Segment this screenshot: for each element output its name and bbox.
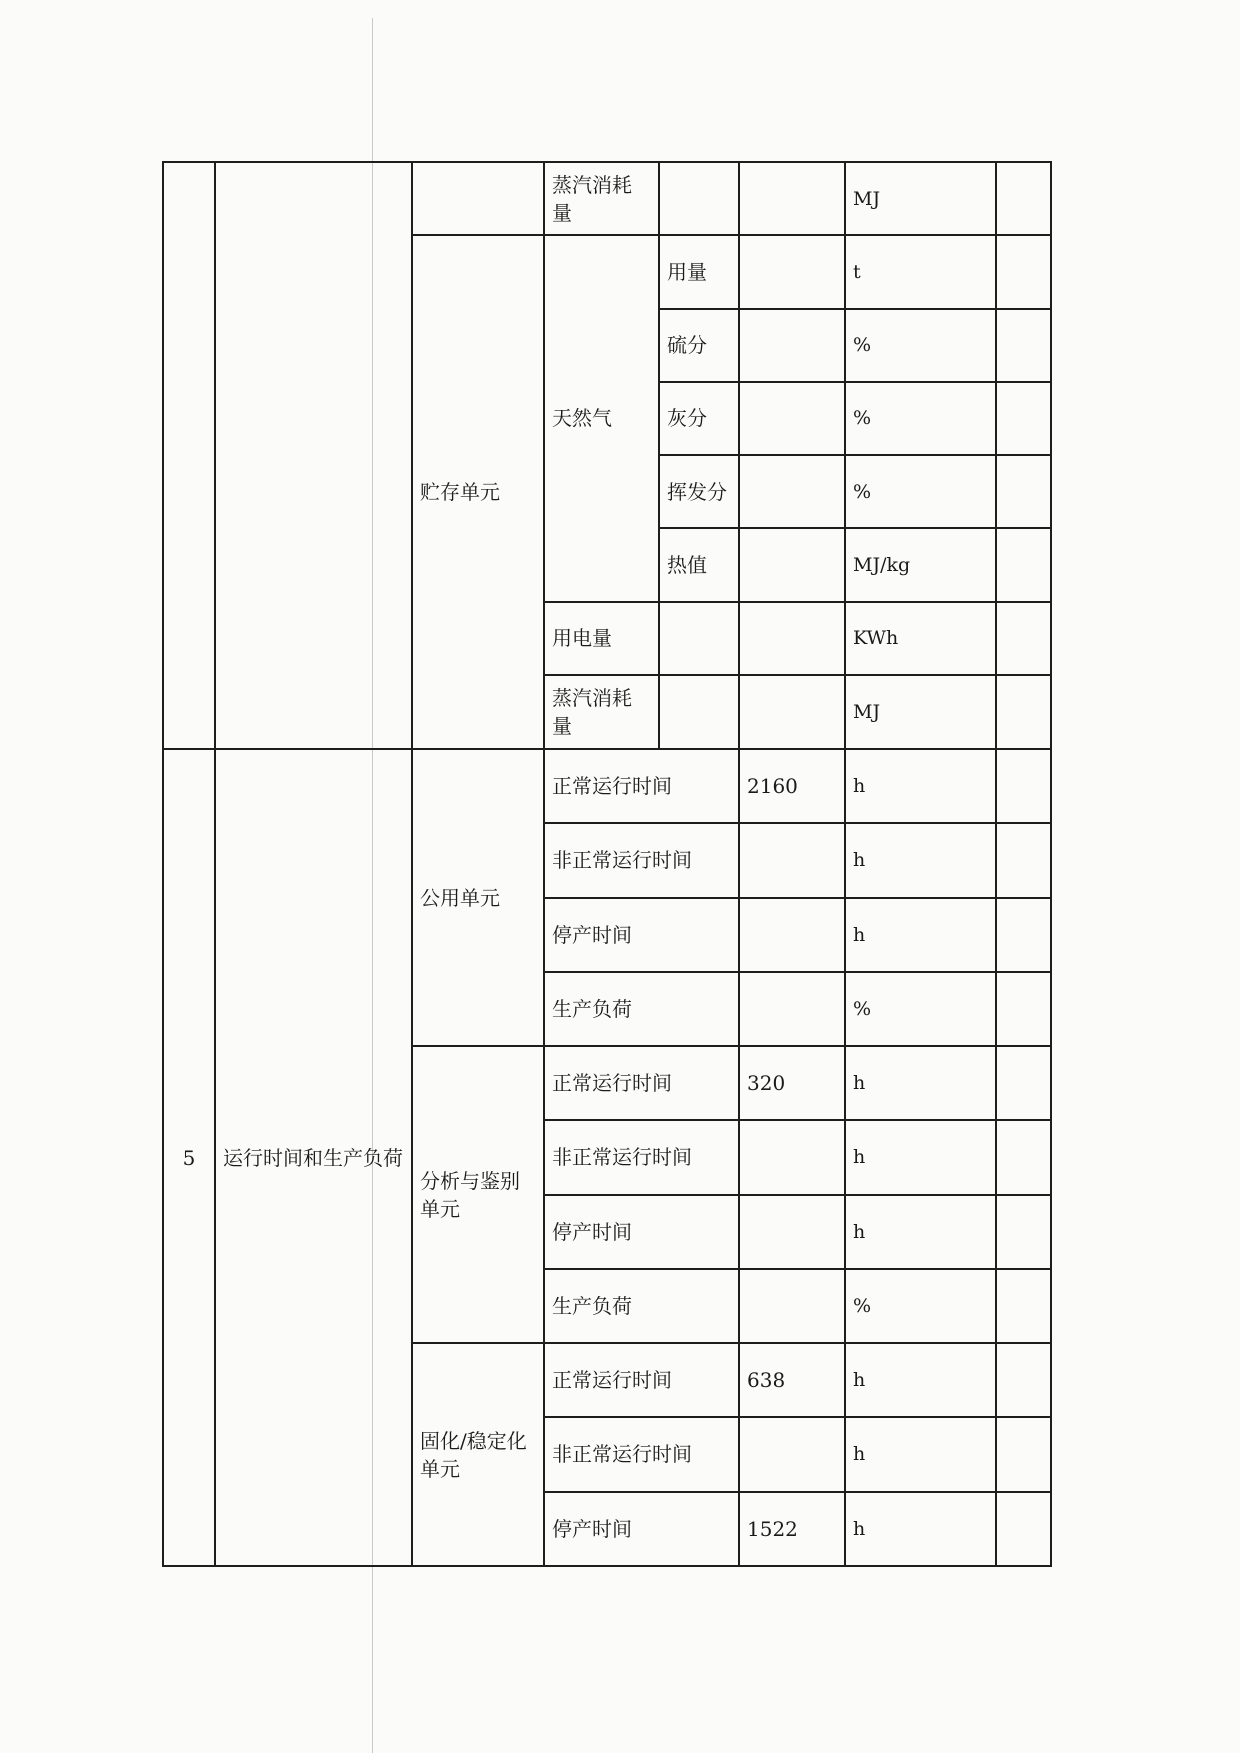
remark-cell <box>996 1417 1051 1491</box>
value-cell <box>739 602 845 675</box>
unit-cell <box>412 162 544 235</box>
unit-measure-cell: h <box>845 749 996 823</box>
sub-item-cell: 硫分 <box>659 309 739 382</box>
item-cell: 非正常运行时间 <box>544 1120 739 1194</box>
remark-cell <box>996 675 1051 749</box>
unit-measure-cell: MJ <box>845 162 996 235</box>
item-cell: 蒸汽消耗量 <box>544 162 659 235</box>
sub-item-cell <box>659 602 739 675</box>
remark-cell <box>996 1120 1051 1194</box>
section-title: 运行时间和生产负荷 <box>215 749 412 1566</box>
item-cell: 正常运行时间 <box>544 1046 739 1120</box>
unit-cell-solidification: 固化/稳定化单元 <box>412 1343 544 1566</box>
value-cell <box>739 1417 845 1491</box>
remark-cell <box>996 602 1051 675</box>
item-cell: 正常运行时间 <box>544 749 739 823</box>
value-cell <box>739 309 845 382</box>
unit-measure-cell: % <box>845 972 996 1046</box>
unit-measure-cell: t <box>845 235 996 308</box>
unit-measure-cell: % <box>845 309 996 382</box>
value-cell <box>739 162 845 235</box>
unit-measure-cell: % <box>845 382 996 455</box>
value-cell <box>739 972 845 1046</box>
section-number-cell <box>163 162 215 749</box>
item-cell: 生产负荷 <box>544 972 739 1046</box>
remark-cell <box>996 1343 1051 1417</box>
item-cell: 停产时间 <box>544 898 739 972</box>
unit-measure-cell: h <box>845 823 996 897</box>
remark-cell <box>996 528 1051 601</box>
section-title-cell <box>215 162 412 749</box>
value-cell <box>739 823 845 897</box>
value-cell <box>739 1195 845 1269</box>
remark-cell <box>996 1269 1051 1343</box>
unit-measure-cell: KWh <box>845 602 996 675</box>
unit-measure-cell: h <box>845 1120 996 1194</box>
item-cell-natural-gas: 天然气 <box>544 235 659 601</box>
item-cell: 非正常运行时间 <box>544 823 739 897</box>
value-cell <box>739 1269 845 1343</box>
item-cell-steam: 蒸汽消耗量 <box>544 675 659 749</box>
unit-measure-cell: h <box>845 1492 996 1567</box>
sub-item-cell: 挥发分 <box>659 455 739 528</box>
sub-item-cell <box>659 162 739 235</box>
remark-cell <box>996 1195 1051 1269</box>
value-cell: 2160 <box>739 749 845 823</box>
value-cell <box>739 235 845 308</box>
value-cell <box>739 455 845 528</box>
unit-cell-storage: 贮存单元 <box>412 235 544 749</box>
sub-item-cell: 用量 <box>659 235 739 308</box>
value-cell: 1522 <box>739 1492 845 1567</box>
table-row <box>163 749 1051 823</box>
item-cell: 正常运行时间 <box>544 1343 739 1417</box>
remark-cell <box>996 1492 1051 1567</box>
unit-measure-cell: h <box>845 898 996 972</box>
remark-cell <box>996 972 1051 1046</box>
remark-cell <box>996 162 1051 235</box>
value-cell <box>739 528 845 601</box>
data-table <box>162 161 1052 1567</box>
section-number: 5 <box>163 749 215 1566</box>
unit-cell-analysis: 分析与鉴别单元 <box>412 1046 544 1343</box>
item-cell: 非正常运行时间 <box>544 1417 739 1491</box>
remark-cell <box>996 309 1051 382</box>
item-cell-electricity: 用电量 <box>544 602 659 675</box>
unit-measure-cell: % <box>845 1269 996 1343</box>
remark-cell <box>996 823 1051 897</box>
value-cell <box>739 382 845 455</box>
unit-measure-cell: MJ/kg <box>845 528 996 601</box>
value-cell: 638 <box>739 1343 845 1417</box>
sub-item-cell <box>659 675 739 749</box>
value-cell <box>739 675 845 749</box>
unit-measure-cell: h <box>845 1417 996 1491</box>
remark-cell <box>996 455 1051 528</box>
value-cell <box>739 1120 845 1194</box>
unit-cell-public: 公用单元 <box>412 749 544 1046</box>
unit-measure-cell: MJ <box>845 675 996 749</box>
sub-item-cell: 热值 <box>659 528 739 601</box>
value-cell: 320 <box>739 1046 845 1120</box>
remark-cell <box>996 1046 1051 1120</box>
item-cell: 停产时间 <box>544 1195 739 1269</box>
table-row <box>163 162 1051 235</box>
unit-measure-cell: h <box>845 1343 996 1417</box>
unit-measure-cell: h <box>845 1195 996 1269</box>
remark-cell <box>996 382 1051 455</box>
remark-cell <box>996 749 1051 823</box>
unit-measure-cell: % <box>845 455 996 528</box>
sub-item-cell: 灰分 <box>659 382 739 455</box>
item-cell: 停产时间 <box>544 1492 739 1567</box>
value-cell <box>739 898 845 972</box>
remark-cell <box>996 235 1051 308</box>
unit-measure-cell: h <box>845 1046 996 1120</box>
item-cell: 生产负荷 <box>544 1269 739 1343</box>
remark-cell <box>996 898 1051 972</box>
